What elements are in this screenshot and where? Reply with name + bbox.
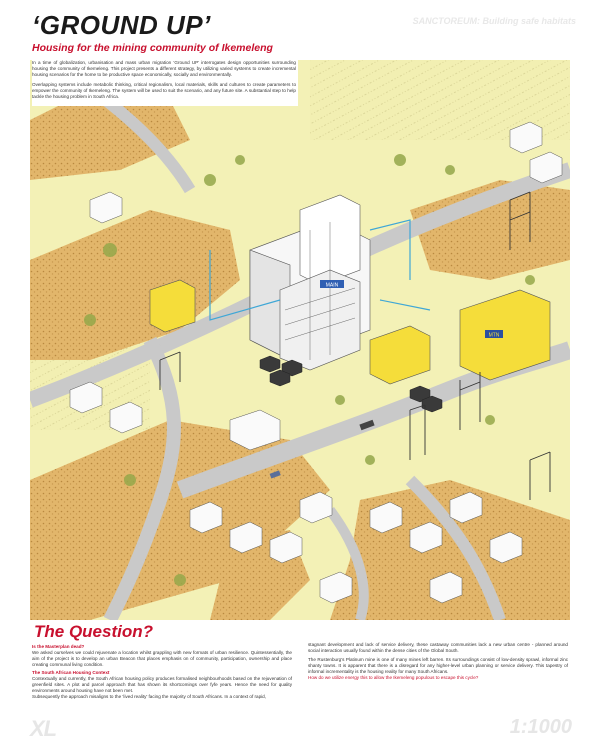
question-heading: The Question? [34, 622, 153, 641]
project-label: SANCTOREUM: Building safe habitats [412, 16, 576, 26]
page-subtitle: Housing for the mining community of Ikemeleng [32, 42, 273, 54]
paragraph: The Rustenburg’s Platinum mine is one of many mines left barren. Its surroundings consist of low-density sprawl, informal zinc shanty towns. It is apparent that there is a disregard for any higher-level urban planning or service delivery. This tapestry of informal incrementality is the housing reality for many South Africans. [308, 657, 568, 674]
paragraph: Contextually and currently, the South African housing policy produces formalised neighbourhoods based on the rejuvenation of greenfield sites. A plot and parcel approach that has shown its shortcomings over fyfe years. Hence the need for quality environments around housing have not been met. [32, 676, 292, 693]
intro-paragraph: Overlapping systems include metabolic thinking, critical regionalism, local materials, skills and cultures to create parameters to empower the community of Ikemeleng. The system will be used to suit the scenario, and any future site. A substantial step to help tackle the housing problem in South Africa. [32, 82, 296, 99]
question-column-left [32, 642, 292, 700]
sign-mtn-text: MTN [488, 332, 500, 339]
paragraph: Subsequently the approach misaligns to the ‘lived reality’ facing the majority of South Africans. In a context of rapid, [32, 694, 266, 699]
size-badge: XL [30, 716, 57, 741]
paragraph: We asked ourselves we could rejuvenate a location whilst grappling with new formats of urban resilience. Quintessentially, the aim of the project is to develop an urban Beacon that places emphasis on of community, participation, ownership and place creating communal living condition. [32, 650, 292, 667]
question-column-right [308, 642, 568, 681]
scale-label: 1:1000 [509, 716, 572, 738]
paragraph: stagnant development and lack of service delivery, these castaway communities lack a new urban centre - planned around social interaction usually found within the dense cities of the Global South. [308, 642, 568, 653]
sign-main-text: MAIN [325, 282, 339, 289]
intro-text [32, 60, 298, 106]
section-heading: The South African Housing Context [32, 670, 110, 675]
page-title: ‘GROUND UP’ [32, 10, 211, 40]
intro-paragraph: In a time of globalization, urbanisation and mass urban migration ‘Ground UP’ interrogates design opportunities surrounding housing the community of Ikemeleng. This project presents a different strategy, by utilizing varied systems to create incremental housing scenarios for the home to be productive space economically, socially and environmentally. [32, 60, 296, 77]
section-heading: Is the Masterplan dead? [32, 644, 85, 649]
site-masterplan-drawing [30, 60, 570, 620]
key-question: How do we utilize energy this to allow the Ikemeleng populous to escape this cycle? [308, 675, 479, 680]
